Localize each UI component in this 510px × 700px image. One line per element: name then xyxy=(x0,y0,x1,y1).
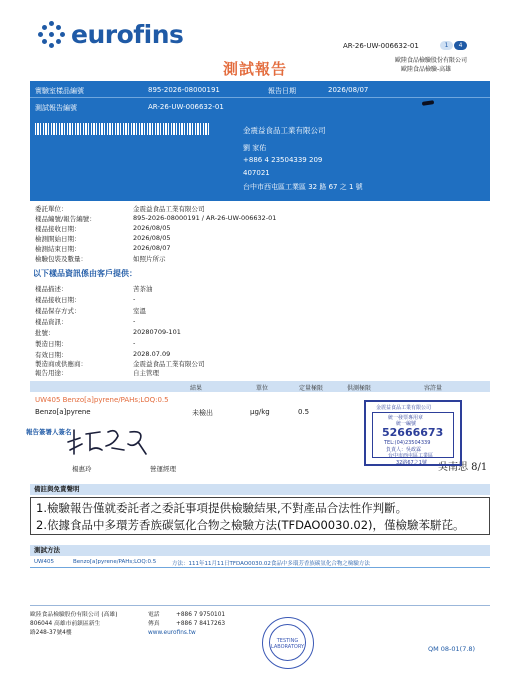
sample-section-title: 以下樣品資訊係由客戶提供： xyxy=(33,269,137,278)
sample-label: 樣品保存方式： xyxy=(35,307,81,315)
method-row xyxy=(30,558,490,568)
sample-value: - xyxy=(133,339,136,347)
stamp-line5: 負責人：吳政霖 xyxy=(386,447,422,453)
footer-phone: +886 7 9750101 xyxy=(176,612,226,618)
method-desc: 方法：111年11月11日TFDAO0030.02食品中多環芳香族碳氫化合物之檢驗方法 xyxy=(172,561,370,567)
sample-value: 20280709-101 xyxy=(133,328,181,336)
sample-label: 批號： xyxy=(35,329,55,337)
col-test-limit: 供測極限 xyxy=(347,385,372,392)
result-value: 未檢出 xyxy=(192,409,213,417)
report-date-label: 報告日期 xyxy=(268,87,296,95)
seal-text: TESTING LABORATORY xyxy=(270,638,305,650)
info-value: 895-2026-08000191 / AR-26-UW-006632-01 xyxy=(133,214,277,222)
report-no-label: 測試報告編號 xyxy=(35,104,77,112)
footer-address-block xyxy=(30,611,118,638)
disclaimer-line2: 2.依據食品中多環芳香族碳氫化合物之檢驗方法(TFDAO0030.02)，僅檢驗苯駢芘。 xyxy=(36,518,465,532)
summary-row-divider xyxy=(30,84,490,98)
loq-value: 0.5 xyxy=(298,408,310,416)
results-table-header xyxy=(30,381,490,392)
footer-fax: +886 7 8417263 xyxy=(176,621,226,627)
analyte-name: Benzo[a]pyrene xyxy=(35,408,91,416)
info-value: 如照片所示 xyxy=(133,255,166,263)
report-date-value: 2026/08/07 xyxy=(328,86,369,94)
signer1-name: 楊惠玲 xyxy=(72,465,92,473)
page-current: 1 xyxy=(440,41,453,50)
footer-fax-label: 傳真 xyxy=(148,621,160,627)
company-stamp xyxy=(364,400,462,466)
sample-value: 苦茶油 xyxy=(133,285,153,293)
disclaimer-title: 備註與免責聲明 xyxy=(30,484,490,495)
stamp-line3: 統一編號 xyxy=(396,421,417,427)
report-summary-box xyxy=(30,81,490,201)
page-indicator xyxy=(440,41,467,50)
logo-dots-icon xyxy=(38,21,66,49)
sample-label: 樣品描述： xyxy=(35,285,68,293)
col-loq: 定量極限 xyxy=(299,385,324,392)
footer-phone-label: 電話 xyxy=(148,612,160,618)
sample-label: 有效日期： xyxy=(35,351,68,359)
result-method: UW405 Benzo[a]pyrene/PAHs;LOQ:0.5 xyxy=(35,396,169,404)
stamp-line4: TEL:(04)23504339 xyxy=(384,440,431,446)
form-code: QM 08-01(7.8) xyxy=(428,645,476,653)
info-value: 金震益食品工業有限公司 xyxy=(133,205,205,213)
client-phone: +886 4 23504339 209 xyxy=(243,156,323,164)
info-label: 委託單位： xyxy=(35,205,68,213)
sample-value: 金震益食品工業有限公司 xyxy=(133,360,205,368)
stamp-number: 52666673 xyxy=(382,426,444,439)
signer2-role: 營運經理 xyxy=(150,465,176,473)
report-no-value: AR-26-UW-006632-01 xyxy=(148,103,224,111)
footer-divider xyxy=(30,605,490,606)
client-address: 台中市西屯區工業區 32 路 67 之 1 號 xyxy=(243,183,363,191)
info-value: 2026/08/05 xyxy=(133,234,171,242)
col-result: 結果 xyxy=(190,385,203,392)
stamp-line7: 32路67之1號 xyxy=(396,460,427,466)
method-code: UW405 xyxy=(34,559,54,565)
info-value: 2026/08/05 xyxy=(133,224,171,232)
sample-value: 室溫 xyxy=(133,307,146,315)
info-label: 樣品編號/報告編號： xyxy=(35,215,96,223)
method-section-title: 測試方法 xyxy=(30,545,490,556)
client-company: 金震益食品工業有限公司 xyxy=(243,126,326,135)
stamp-line1: 金震益食品工業有限公司 xyxy=(376,405,432,411)
stamp-line2: 統一發票專用章 xyxy=(388,415,424,421)
pen-mark xyxy=(422,100,434,106)
laboratory-seal xyxy=(262,617,314,669)
stamp-line6: 台中市西屯區工業區 xyxy=(388,453,434,459)
info-label: 檢驗包裝及數量： xyxy=(35,255,87,263)
info-label: 樣品接收日期： xyxy=(35,225,81,233)
footer-company: 歐陸食品檢驗股份有限公司 (高雄) xyxy=(30,612,118,618)
sample-value: - xyxy=(133,317,136,325)
col-tolerance: 容許量 xyxy=(424,385,443,392)
sample-label: 報告用途： xyxy=(35,369,68,377)
disclaimer-box xyxy=(30,497,490,535)
lab-name-line1: 歐陸食品檢驗股份有限公司 xyxy=(395,57,468,64)
footer-address1: 806044 高雄市前鎮區新生 xyxy=(30,621,101,627)
signature-title: 報告簽署人簽名 xyxy=(26,428,72,436)
footer-web: www.eurofins.tw xyxy=(148,630,196,636)
info-value: 2026/08/07 xyxy=(133,244,171,252)
unit-value: μg/kg xyxy=(250,408,270,416)
sample-label: 樣品接收日期： xyxy=(35,296,81,304)
sample-label: 製造日期： xyxy=(35,340,68,348)
footer-contact-values xyxy=(176,611,225,629)
client-postal: 407021 xyxy=(243,169,270,177)
col-unit: 單位 xyxy=(256,385,269,392)
sample-label: 樣品資訊： xyxy=(35,318,68,326)
sample-value: 2028.07.09 xyxy=(133,350,171,358)
page-title: 測試報告 xyxy=(222,60,287,78)
sample-no-label: 實驗室樣品編號 xyxy=(35,87,84,95)
method-name: Benzo[a]pyrene/PAHs;LOQ:0.5 xyxy=(73,559,157,565)
handwritten-date: 吳南思 8/1 xyxy=(438,462,488,473)
page-total: 4 xyxy=(454,41,467,50)
sample-value: 自主管理 xyxy=(133,369,159,377)
sample-label: 製造商或供應商： xyxy=(35,360,87,368)
client-contact: 劉 家佑 xyxy=(243,144,267,152)
footer-address2: 路248-37號4樓 xyxy=(30,630,72,636)
header-report-number: AR-26-UW-006632-01 xyxy=(343,42,419,50)
lab-name-line2: 歐陸食品檢驗-高雄 xyxy=(401,66,452,73)
brand-name: eurofins xyxy=(71,20,184,49)
info-label: 檢測結束日期： xyxy=(35,245,81,253)
sample-no-value: 895-2026-08000191 xyxy=(148,86,220,94)
eurofins-logo xyxy=(38,20,183,49)
sample-value: - xyxy=(133,295,136,303)
info-label: 檢測開始日期： xyxy=(35,235,81,243)
disclaimer-line1: 1.檢驗報告僅就委託者之委託事項提供檢驗結果,不對產品合法性作判斷。 xyxy=(36,501,408,515)
handwritten-signature xyxy=(60,420,170,460)
barcode xyxy=(35,123,210,135)
